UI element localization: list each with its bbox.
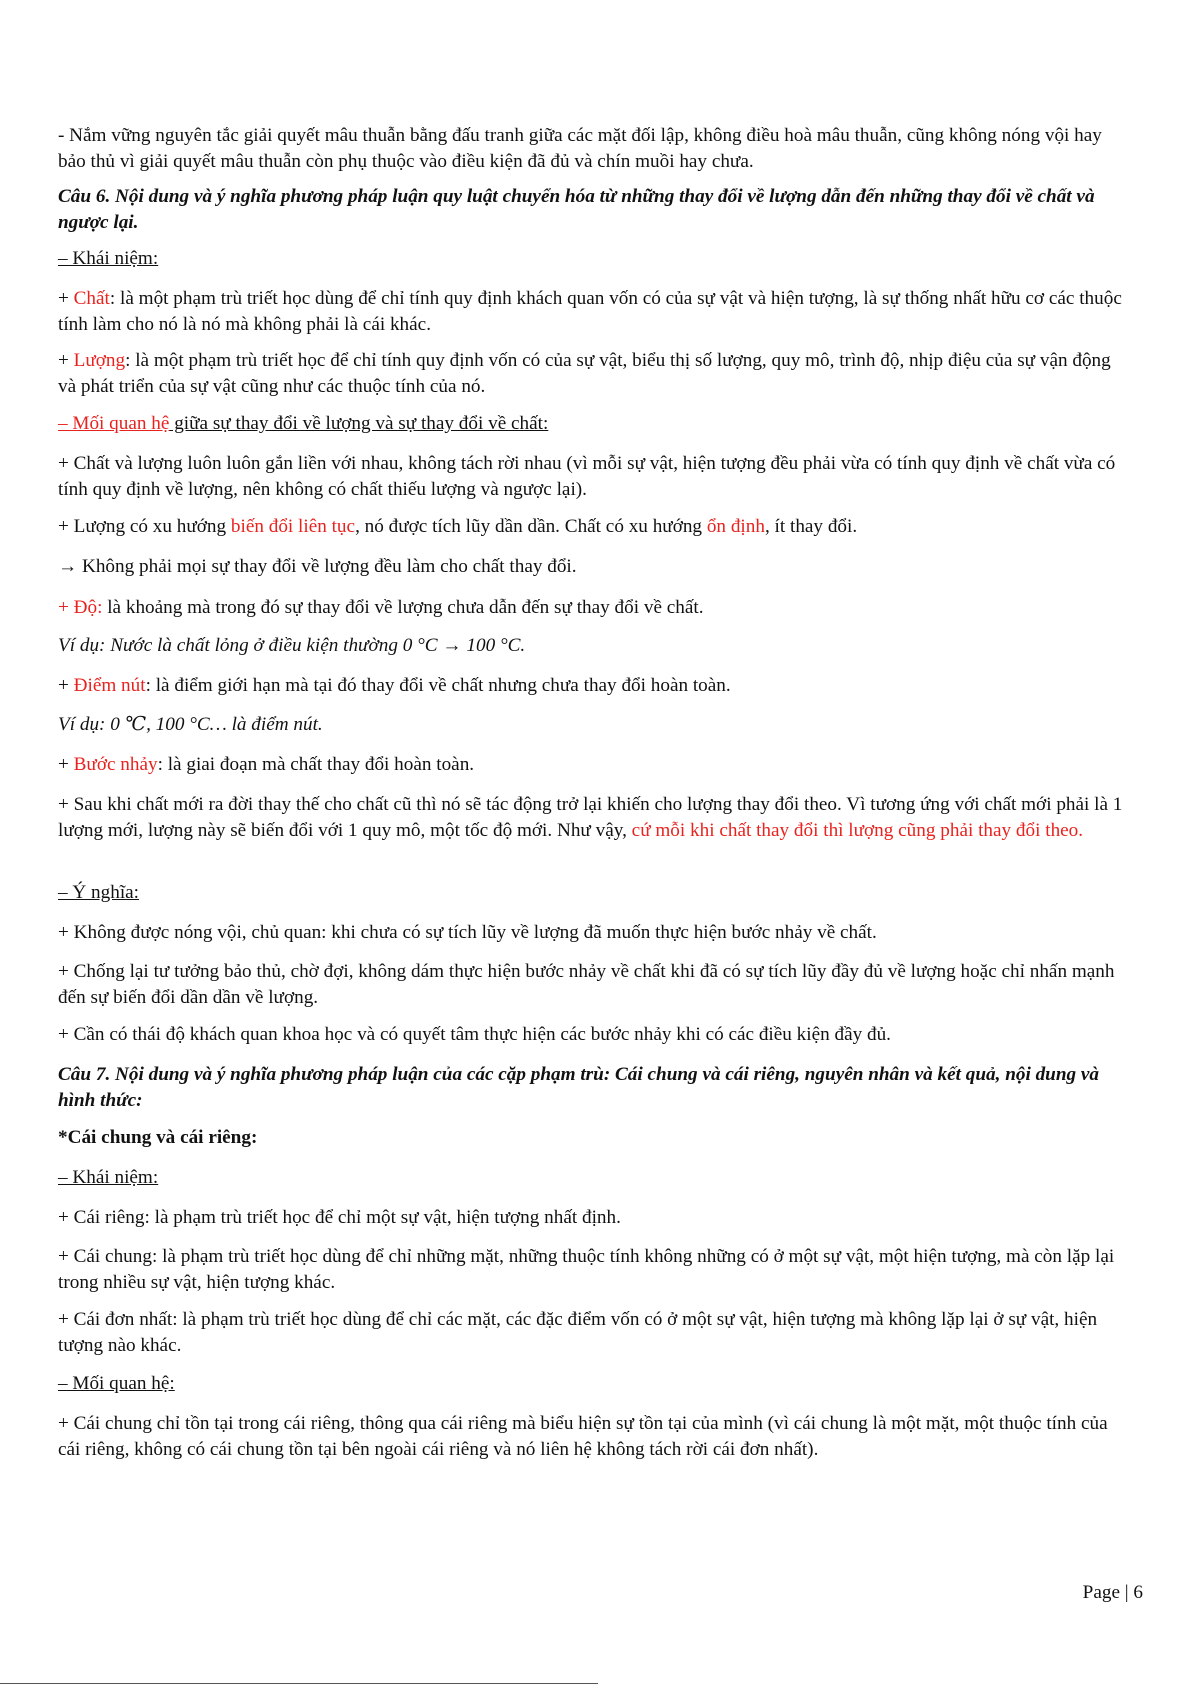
paragraph: + Cần có thái độ khách quan khoa học và có quyết tâm thực hiện các bước nhảy khi có các điều kiện đầy đủ. — [58, 1024, 891, 1045]
section-label: – Khái niệm: — [58, 248, 159, 269]
paragraph: + Chất và lượng luôn luôn gắn liền với nhau, không tách rời nhau (vì mỗi sự vật, hiện tượng đều phải vừa có tính quy định về chất vừa có tính quy định về lượng, nên không có chất thiếu lượng và ngược lại). — [58, 453, 1116, 500]
section-label: – Khái niệm: — [58, 1167, 159, 1188]
paragraph: + Sau khi chất mới ra đời thay thế cho chất cũ thì nó sẽ tác động trở lại khiến cho lượng thay đổi theo. Vì tương ứng với chất mới phải là 1 lượng mới, lượng này sẽ biến đổi với 1 quy mô, một tốc độ mới. Như vậy, cứ mỗi khi chất thay đổi thì lượng cũng phải thay đổi theo. — [58, 794, 1123, 841]
paragraph: + Cái riêng: là phạm trù triết học để chỉ một sự vật, hiện tượng nhất định. — [58, 1207, 621, 1228]
paragraph: + Không được nóng vội, chủ quan: khi chưa có sự tích lũy về lượng đã muốn thực hiện bước nhảy về chất. — [58, 922, 877, 943]
example: Ví dụ: 0 ℃, 100 °C… là điểm nút. — [58, 714, 323, 735]
term-moi-quan-he: – Mối quan hệ — [58, 413, 170, 434]
paragraph-buoc-nhay: + Bước nhảy: là giai đoạn mà chất thay đổi hoàn toàn. — [58, 754, 475, 775]
term-luong: Lượng — [73, 350, 126, 371]
section-label: – Mối quan hệ giữa sự thay đổi về lượng và sự thay đổi về chất: — [58, 413, 549, 434]
paragraph-chat: + Chất: là một phạm trù triết học dùng để chỉ tính quy định khách quan vốn có của sự vật và hiện tượng, là sự thống nhất hữu cơ các thuộc tính làm cho nó là nó mà không phải là cái khác. — [58, 288, 1122, 335]
term-chat: Chất — [73, 288, 110, 309]
example: Ví dụ: Nước là chất lỏng ở điều kiện thường 0 °C → 100 °C. — [58, 635, 526, 656]
question-7-heading: Câu 7. Nội dung và ý nghĩa phương pháp luận của các cặp phạm trù: Cái chung và cái riêng, nguyên nhân và kết quả, nội dung và hình thức: — [58, 1064, 1100, 1111]
paragraph: + Cái chung chỉ tồn tại trong cái riêng, thông qua cái riêng mà biểu hiện sự tồn tại của mình (vì cái chung là một mặt, một thuộc tính của cái riêng, không có cái chung tồn tại bên ngoài cái riêng và nó liên hệ không tách rời cái đơn nhất). — [58, 1413, 1108, 1460]
term-diem-nut: Điểm nút — [73, 675, 146, 696]
paragraph: + Cái đơn nhất: là phạm trù triết học dùng để chỉ các mặt, các đặc điểm vốn có ở một sự vật, hiện tượng mà không lặp lại ở sự vật, hiện tượng nào khác. — [58, 1309, 1098, 1356]
term-do: + Độ: — [58, 597, 103, 618]
subheading: *Cái chung và cái riêng: — [58, 1127, 258, 1148]
section-label: – Mối quan hệ: — [58, 1373, 175, 1394]
paragraph-xu-huong: + Lượng có xu hướng biến đổi liên tục, nó được tích lũy dần dần. Chất có xu hướng ổn định, ít thay đổi. — [58, 516, 858, 537]
page-number: Page | 6 — [1082, 1582, 1143, 1603]
paragraph: + Chống lại tư tưởng bảo thủ, chờ đợi, không dám thực hiện bước nhảy về chất khi đã có sự tích lũy đầy đủ về lượng hoặc chỉ nhấn mạnh đến sự biến đổi dần dần về lượng. — [58, 961, 1115, 1008]
paragraph: → Không phải mọi sự thay đổi về lượng đều làm cho chất thay đổi. — [58, 556, 577, 577]
paragraph-luong: + Lượng: là một phạm trù triết học để chỉ tính quy định vốn có của sự vật, biểu thị số lượng, quy mô, trình độ, nhịp điệu của sự vận động và phát triển của sự vật cũng như các thuộc tính của nó. — [58, 350, 1111, 397]
paragraph: - Nắm vững nguyên tắc giải quyết mâu thuẫn bằng đấu tranh giữa các mặt đối lập, không điều hoà mâu thuẫn, cũng không nóng vội hay bảo thủ vì giải quyết mâu thuẫn còn phụ thuộc vào điều kiện đã đủ và chín muồi hay chưa. — [58, 125, 1102, 172]
term-buoc-nhay: Bước nhảy — [73, 754, 158, 775]
question-6-heading: Câu 6. Nội dung và ý nghĩa phương pháp luận quy luật chuyển hóa từ những thay đổi về lượng dẫn đến những thay đổi về chất và ngược lại. — [58, 186, 1095, 233]
section-label: – Ý nghĩa: — [58, 882, 140, 903]
paragraph: + Cái chung: là phạm trù triết học dùng để chỉ những mặt, những thuộc tính không những có ở một sự vật, một hiện tượng, mà còn lặp lại trong nhiều sự vật, hiện tượng khác. — [58, 1246, 1115, 1293]
divider — [0, 1683, 598, 1684]
paragraph-diem-nut: + Điểm nút: là điểm giới hạn mà tại đó thay đổi về chất nhưng chưa thay đổi hoàn toàn. — [58, 675, 731, 696]
paragraph-do: + Độ: là khoảng mà trong đó sự thay đổi về lượng chưa dẫn đến sự thay đổi về chất. — [58, 597, 704, 618]
